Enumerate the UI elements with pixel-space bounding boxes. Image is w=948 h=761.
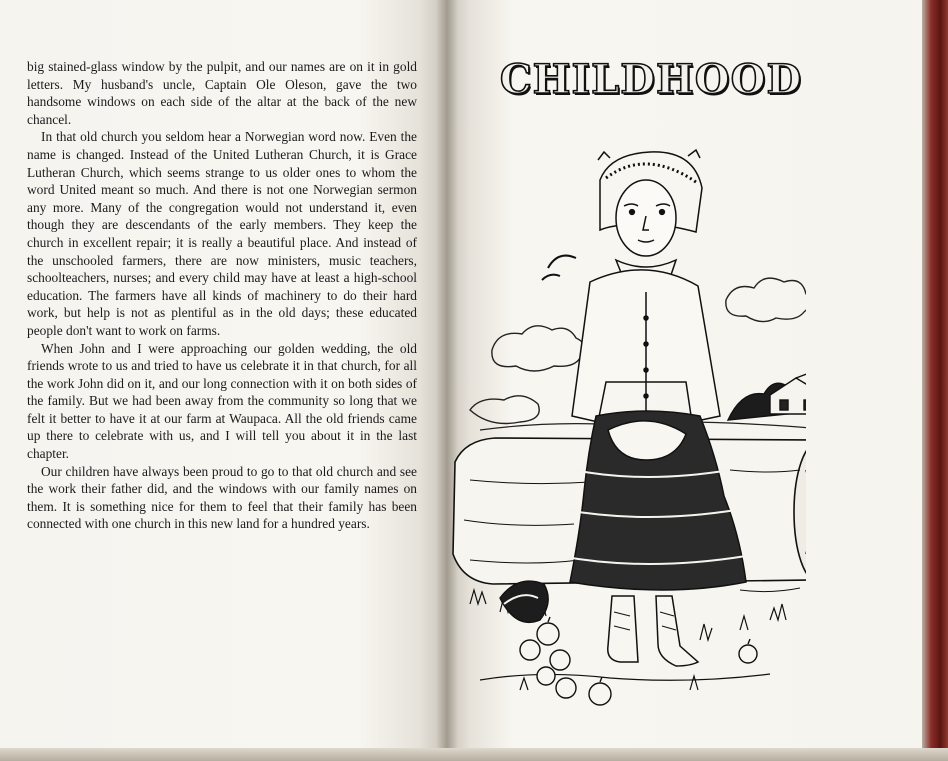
paragraph-2: In that old church you seldom hear a Norwegian word now. Even the name is changed. Instead of the United Lutheran Church, it is Grace Lutheran Church, which seems strange to us older ones to whom the word United meant so much. And there is not one Norwegian sermon any more. Many of the congregation would not understand it, even though they are descendants of the early members. They keep the church in excellent repair; it is really a beautiful place. And instead of the unschooled farmers, there are now ministers, music teachers, schoolteachers, nurses; and every child may have at least a high-school education. The farmers have all kinds of machinery to do their hard work, but help is not as plentiful as in the old days; these educated people don't want to work on farms. bbox=[27, 129, 417, 338]
paragraph-1: big stained-glass window by the pulpit, and our names are on it in gold letters. My husband's uncle, Captain Ole Oleson, gave the two handsome windows on each side of the altar at the back of the new chancel. bbox=[27, 59, 417, 127]
page-edge-bottom bbox=[0, 748, 948, 761]
farmhouse bbox=[728, 372, 806, 420]
paragraph-4: Our children have always been proud to go to that old church and see the work their father did, and the windows with our family names on them. It is something nice for them to feel that their family has been connected with one church in this new land for a hundred years. bbox=[27, 463, 417, 532]
page-edge-right bbox=[922, 0, 948, 761]
girl-on-log-illustration bbox=[446, 140, 806, 710]
chapter-title: CHILDHOOD bbox=[499, 56, 803, 103]
paragraph-3: When John and I were approaching our golden wedding, the old friends wrote to us and tried to have us celebrate it in that church, for all the work John did on it, and our long connection with it on both sides of the family. But we had been away from the community so long that we felt it better to have it at our farm at Waupaca. All the old friends came up there to celebrate with us, and I will tell you about it in the last chapter. bbox=[27, 340, 417, 462]
girl-figure bbox=[542, 150, 746, 666]
body-text bbox=[27, 58, 417, 533]
